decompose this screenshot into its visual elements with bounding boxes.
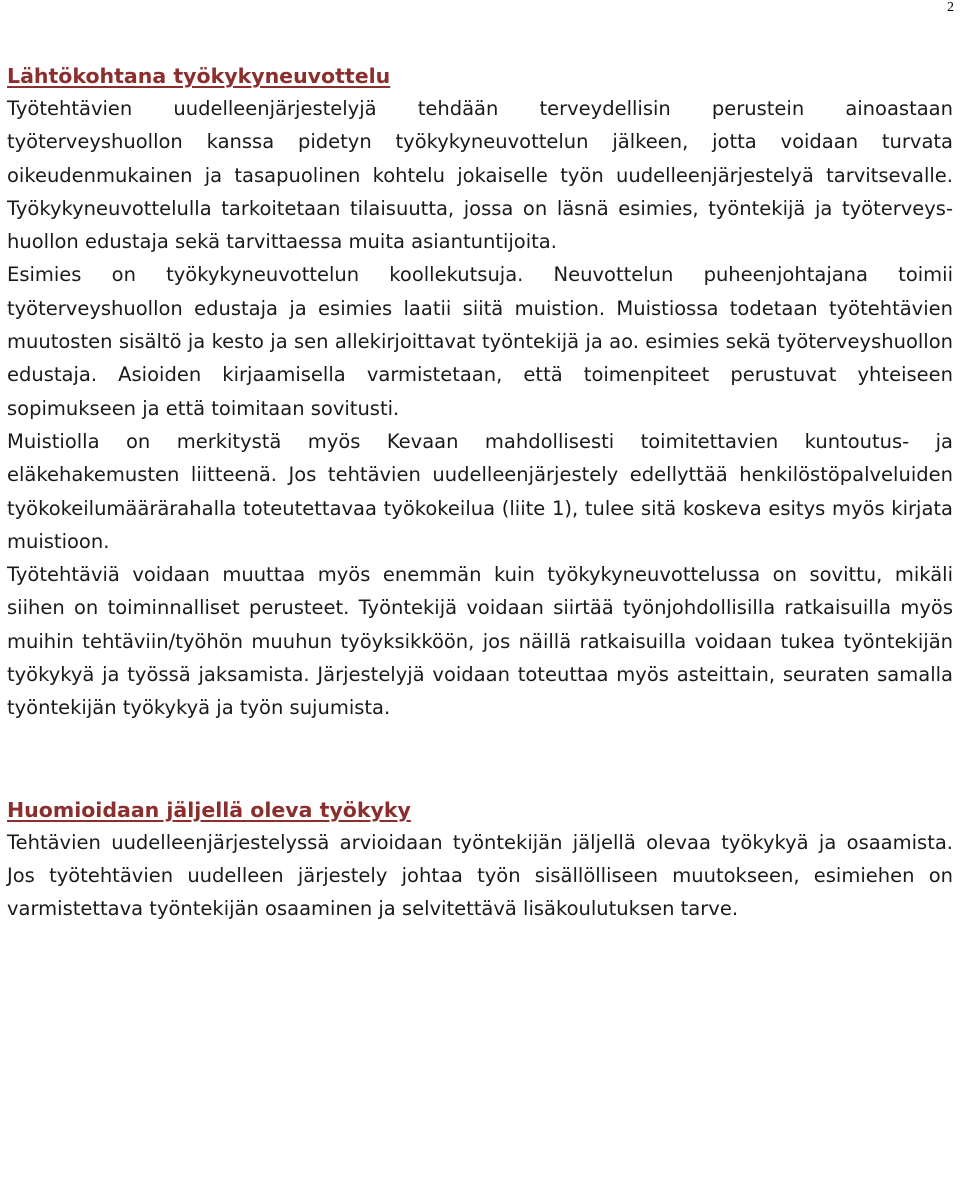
paragraph: Muistiolla on merkitystä myös Kevaan mahdollisesti toimitettavien kuntoutus- ja eläkehakemusten liitteenä. Jos tehtävien uudelleenjärjestely edellyttää henkilöstöpalveluiden työkokeilumäärärahalla toteutettavaa työkokeilua (liite 1), tulee sitä koskeva esitys myös kirjata muistioon. (7, 429, 953, 553)
section-heading-jaljella-oleva-tyokyky: Huomioidaan jäljellä oleva työkyky (7, 797, 411, 822)
paragraph: Työtehtäviä voidaan muuttaa myös enemmän kuin työkykyneuvottelussa on sovittu, mikäli siihen on toiminnalliset perusteet. Työntekijä voidaan siirtää työnjohdollisilla ratkaisuilla myös muihin tehtäviin/työhön muuhun työyksikköön, jos näillä ratkaisuilla voidaan tukea työntekijän työkykyä ja työssä jaksamista. Järjestelyjä voidaan toteuttaa myös asteittain, seuraten samalla työntekijän työkykyä ja työn sujumista. (7, 563, 953, 720)
document-body (7, 60, 953, 926)
paragraph: Työtehtävien uudelleenjärjestelyjä tehdään terveydellisin perustein ainoastaan työterveyshuollon kanssa pidetyn työkykyneuvottelun jälkeen, jotta voidaan turvata oikeudenmukainen ja tasapuolinen kohtelu jokaiselle työn uudelleenjärjestelyä tarvitsevalle. Työkykyneuvottelulla tarkoitetaan tilaisuutta, jossa on läsnä esimies, työntekijä ja työterveys-huollon edustaja sekä tarvittaessa muita asiantuntijoita. (7, 97, 953, 254)
paragraph: Tehtävien uudelleenjärjestelyssä arvioidaan työntekijän jäljellä olevaa työkykyä ja osaamista. Jos työtehtävien uudelleen järjestely johtaa työn sisällölliseen muutokseen, esimiehen on varmistettava työntekijän osaaminen ja selvitettävä lisäkoulutuksen tarve. (7, 830, 953, 921)
paragraph: Esimies on työkykyneuvottelun koollekutsuja. Neuvottelun puheenjohtajana toimii työterveyshuollon edustaja ja esimies laatii siitä muistion. Muistiossa todetaan työtehtävien muutosten sisältö ja kesto ja sen allekirjoittavat työntekijä ja ao. esimies sekä työterveyshuollon edustaja. Asioiden kirjaamisella varmistetaan, että toimenpiteet perustuvat yhteiseen sopimukseen ja että toimitaan sovitusti. (7, 263, 953, 420)
section-heading-tyokykyneuvottelu: Lähtökohtana työkykyneuvottelu (7, 64, 391, 88)
page-number: 2 (947, 0, 954, 15)
